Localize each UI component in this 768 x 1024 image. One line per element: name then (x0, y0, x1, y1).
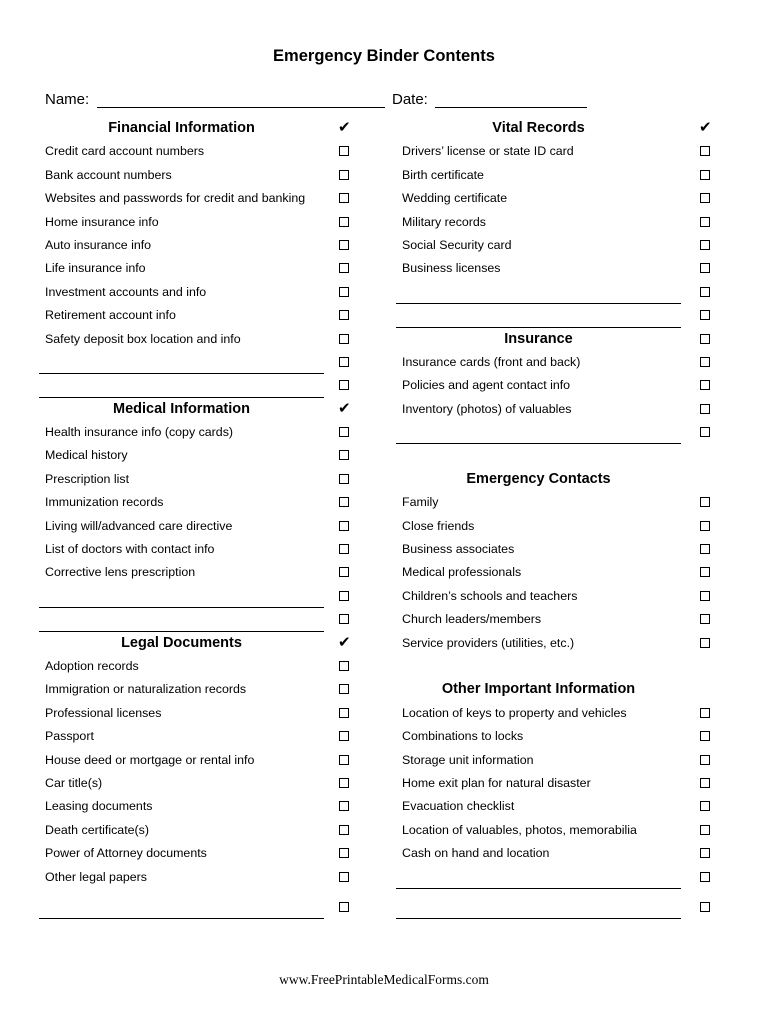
checklist-item (396, 819, 716, 842)
checklist-item (39, 187, 359, 210)
item-label: Power of Attorney documents (45, 846, 207, 861)
checkbox[interactable] (700, 778, 710, 788)
item-label: Websites and passwords for credit and banking (45, 191, 306, 206)
checkbox[interactable] (339, 872, 349, 882)
checkbox[interactable] (700, 638, 710, 648)
checklist-item (396, 398, 716, 421)
checklist-item (39, 140, 359, 163)
checkbox[interactable] (339, 778, 349, 788)
checklist-item (396, 164, 716, 187)
checklist-item (39, 491, 359, 514)
checkbox[interactable] (700, 567, 710, 577)
checklist-item (39, 749, 359, 772)
checklist-item (39, 304, 359, 327)
item-label: Military records (402, 214, 486, 229)
checkbox[interactable] (339, 334, 349, 344)
checklist-item (39, 281, 359, 304)
checkbox[interactable] (700, 801, 710, 811)
checklist-item (39, 795, 359, 818)
item-label: List of doctors with contact info (45, 542, 215, 557)
blank-entry-row (39, 585, 359, 608)
checklist-item (39, 444, 359, 467)
checklist-item (396, 608, 716, 631)
checklist-item (396, 515, 716, 538)
checkbox[interactable] (700, 872, 710, 882)
item-label: Cash on hand and location (402, 846, 550, 861)
blank-entry-row (39, 351, 359, 374)
item-label: Service providers (utilities, etc.) (402, 635, 575, 650)
checkbox[interactable] (700, 731, 710, 741)
checkbox[interactable] (339, 521, 349, 531)
item-label: Drivers’ license or state ID card (402, 144, 574, 159)
checklist-item (39, 655, 359, 678)
checkmark-icon: ✔ (338, 119, 351, 136)
checkbox[interactable] (339, 450, 349, 460)
checklist-item (39, 725, 359, 748)
item-label: Investment accounts and info (45, 284, 207, 299)
section-title: Insurance (504, 330, 573, 347)
checklist-item (396, 491, 716, 514)
checkbox[interactable] (339, 263, 349, 273)
item-label: Living will/advanced care directive (45, 518, 233, 533)
checkbox[interactable] (339, 801, 349, 811)
checklist-item (39, 468, 359, 491)
checkbox[interactable] (339, 848, 349, 858)
item-label: Bank account numbers (45, 167, 172, 182)
checkbox[interactable] (700, 170, 710, 180)
checkbox[interactable] (339, 731, 349, 741)
item-label: Life insurance info (45, 261, 146, 276)
item-label: Passport (45, 729, 94, 744)
checkbox[interactable] (339, 544, 349, 554)
item-label: Retirement account info (45, 308, 176, 323)
date-label: Date: (392, 91, 428, 108)
item-label: Church leaders/members (402, 612, 542, 627)
checkbox[interactable] (700, 521, 710, 531)
section-title: Vital Records (492, 120, 585, 136)
checkbox[interactable] (339, 902, 349, 912)
item-label: Home exit plan for natural disaster (402, 775, 591, 790)
right-column (396, 117, 716, 919)
checklist-item (39, 678, 359, 701)
section-title: Other Important Information (441, 681, 636, 698)
checklist-item (39, 257, 359, 280)
section-title: Financial Information (108, 120, 255, 136)
checkbox[interactable] (700, 263, 710, 273)
checkbox[interactable] (700, 357, 710, 367)
checkbox[interactable] (339, 287, 349, 297)
checklist-item (396, 538, 716, 561)
item-label: Children’s schools and teachers (402, 588, 578, 603)
checkbox[interactable] (700, 217, 710, 227)
item-label: Location of keys to property and vehicles (402, 705, 627, 720)
blank-entry-row (396, 896, 716, 919)
item-label: Auto insurance info (45, 237, 152, 252)
blank-entry-row (39, 608, 359, 631)
checkbox[interactable] (339, 474, 349, 484)
checklist-item (396, 725, 716, 748)
checkbox[interactable] (700, 825, 710, 835)
checkbox[interactable] (339, 708, 349, 718)
blank-entry-row (396, 304, 716, 327)
item-label: Medical history (45, 448, 128, 463)
checkbox[interactable] (700, 146, 710, 156)
footer-url: www.FreePrintableMedicalForms.com (279, 972, 489, 987)
name-label: Name: (45, 91, 90, 108)
section-heading-emergency-contacts (396, 468, 716, 491)
item-label: Adoption records (45, 658, 139, 673)
checklist-item (396, 749, 716, 772)
item-label: Health insurance info (copy cards) (45, 425, 234, 440)
section-title: Medical Information (113, 400, 250, 417)
checklist-item (396, 140, 716, 163)
checklist-item (39, 234, 359, 257)
checkbox[interactable] (700, 380, 710, 390)
checkbox[interactable] (339, 427, 349, 437)
item-label: Leasing documents (45, 799, 153, 814)
checkbox[interactable] (700, 497, 710, 507)
checklist-item (39, 211, 359, 234)
checkmark-icon: ✔ (699, 119, 712, 136)
item-label: Business associates (402, 542, 515, 557)
item-label: Wedding certificate (402, 191, 508, 206)
checklist-item (39, 538, 359, 561)
item-label: Combinations to locks (402, 729, 524, 744)
checkbox[interactable] (700, 240, 710, 250)
item-label: Insurance cards (front and back) (402, 354, 581, 369)
item-label: Home insurance info (45, 214, 159, 229)
item-label: Safety deposit box location and info (45, 331, 241, 346)
checklist-item (39, 515, 359, 538)
checklist-item (396, 234, 716, 257)
checklist-item (39, 772, 359, 795)
item-label: Storage unit information (402, 752, 534, 767)
item-label: Immunization records (45, 495, 164, 510)
checklist-item (396, 561, 716, 584)
checklist-item (396, 772, 716, 795)
checkbox[interactable] (700, 902, 710, 912)
section-heading-other-important-information (396, 678, 716, 701)
blank-entry-row (396, 866, 716, 889)
checklist-item (39, 702, 359, 725)
spacer (396, 444, 716, 467)
checkbox[interactable] (339, 614, 349, 624)
checkbox[interactable] (339, 567, 349, 577)
item-label: Other legal papers (45, 869, 147, 884)
item-label: Family (402, 495, 439, 510)
checklist-item (396, 351, 716, 374)
item-label: Business licenses (402, 261, 501, 276)
checklist-item (396, 585, 716, 608)
checklist-item (396, 632, 716, 655)
checkbox[interactable] (700, 544, 710, 554)
checklist-item (396, 795, 716, 818)
item-label: Evacuation checklist (402, 799, 515, 814)
section-title: Legal Documents (121, 634, 242, 651)
item-label: Credit card account numbers (45, 144, 205, 159)
checkbox[interactable] (700, 591, 710, 601)
checkbox[interactable] (339, 217, 349, 227)
checkmark-icon: ✔ (338, 399, 351, 417)
checkbox[interactable] (339, 170, 349, 180)
item-label: Immigration or naturalization records (45, 682, 247, 697)
checklist-item (396, 374, 716, 397)
checkbox[interactable] (339, 591, 349, 601)
checkbox[interactable] (700, 310, 710, 320)
spacer (396, 655, 716, 678)
item-label: Location of valuables, photos, memorabilia (402, 822, 637, 837)
checklist-item (39, 866, 359, 889)
item-label: Social Security card (402, 237, 512, 252)
checklist-item (396, 842, 716, 865)
section-heading-legal-documents (39, 632, 359, 655)
blank-entry-row (39, 896, 359, 919)
checkbox[interactable] (700, 708, 710, 718)
item-label: Medical professionals (402, 565, 522, 580)
checkbox[interactable] (700, 287, 710, 297)
checkbox[interactable] (700, 404, 710, 414)
checkbox[interactable] (339, 240, 349, 250)
section-heading-insurance (396, 328, 716, 351)
blank-write-line[interactable] (396, 918, 681, 919)
checkbox[interactable] (339, 146, 349, 156)
item-label: Policies and agent contact info (402, 378, 571, 393)
section-title: Emergency Contacts (466, 470, 611, 487)
checklist-item (396, 211, 716, 234)
checkbox[interactable] (339, 357, 349, 367)
blank-entry-row (39, 374, 359, 397)
item-label: Car title(s) (45, 775, 103, 790)
checkbox[interactable] (339, 755, 349, 765)
item-label: Corrective lens prescription (45, 565, 196, 580)
checkbox[interactable] (700, 334, 710, 344)
checkbox[interactable] (339, 661, 349, 671)
checkbox[interactable] (700, 614, 710, 624)
item-label: Professional licenses (45, 705, 162, 720)
item-label: Close friends (402, 518, 475, 533)
checkbox[interactable] (339, 684, 349, 694)
blank-write-line[interactable] (396, 888, 681, 889)
checklist-item (39, 561, 359, 584)
checklist-item (39, 421, 359, 444)
blank-entry-row (396, 421, 716, 444)
checklist-item (396, 702, 716, 725)
section-heading-vital-records (396, 117, 716, 140)
checkbox[interactable] (700, 755, 710, 765)
item-label: Death certificate(s) (45, 822, 149, 837)
left-column (39, 117, 359, 919)
checkbox[interactable] (339, 825, 349, 835)
item-label: House deed or mortgage or rental info (45, 752, 255, 767)
page-title: Emergency Binder Contents (273, 47, 495, 65)
checkbox[interactable] (700, 427, 710, 437)
checkbox[interactable] (700, 193, 710, 203)
checkbox[interactable] (339, 380, 349, 390)
item-label: Birth certificate (402, 167, 484, 182)
checklist-item (39, 164, 359, 187)
section-heading-medical-information (39, 398, 359, 421)
checkbox[interactable] (339, 193, 349, 203)
item-label: Prescription list (45, 471, 130, 486)
date-line[interactable] (435, 107, 587, 108)
checkmark-icon: ✔ (338, 633, 351, 651)
blank-write-line[interactable] (39, 918, 324, 919)
checklist-item (396, 257, 716, 280)
blank-entry-row (396, 281, 716, 304)
checklist-item (39, 842, 359, 865)
checklist-item (396, 187, 716, 210)
checklist-item (39, 328, 359, 351)
checkbox[interactable] (700, 848, 710, 858)
checkbox[interactable] (339, 310, 349, 320)
checklist-item (39, 819, 359, 842)
checkbox[interactable] (339, 497, 349, 507)
section-heading-financial-information (39, 117, 359, 140)
name-line[interactable] (97, 107, 385, 108)
item-label: Inventory (photos) of valuables (402, 401, 572, 416)
